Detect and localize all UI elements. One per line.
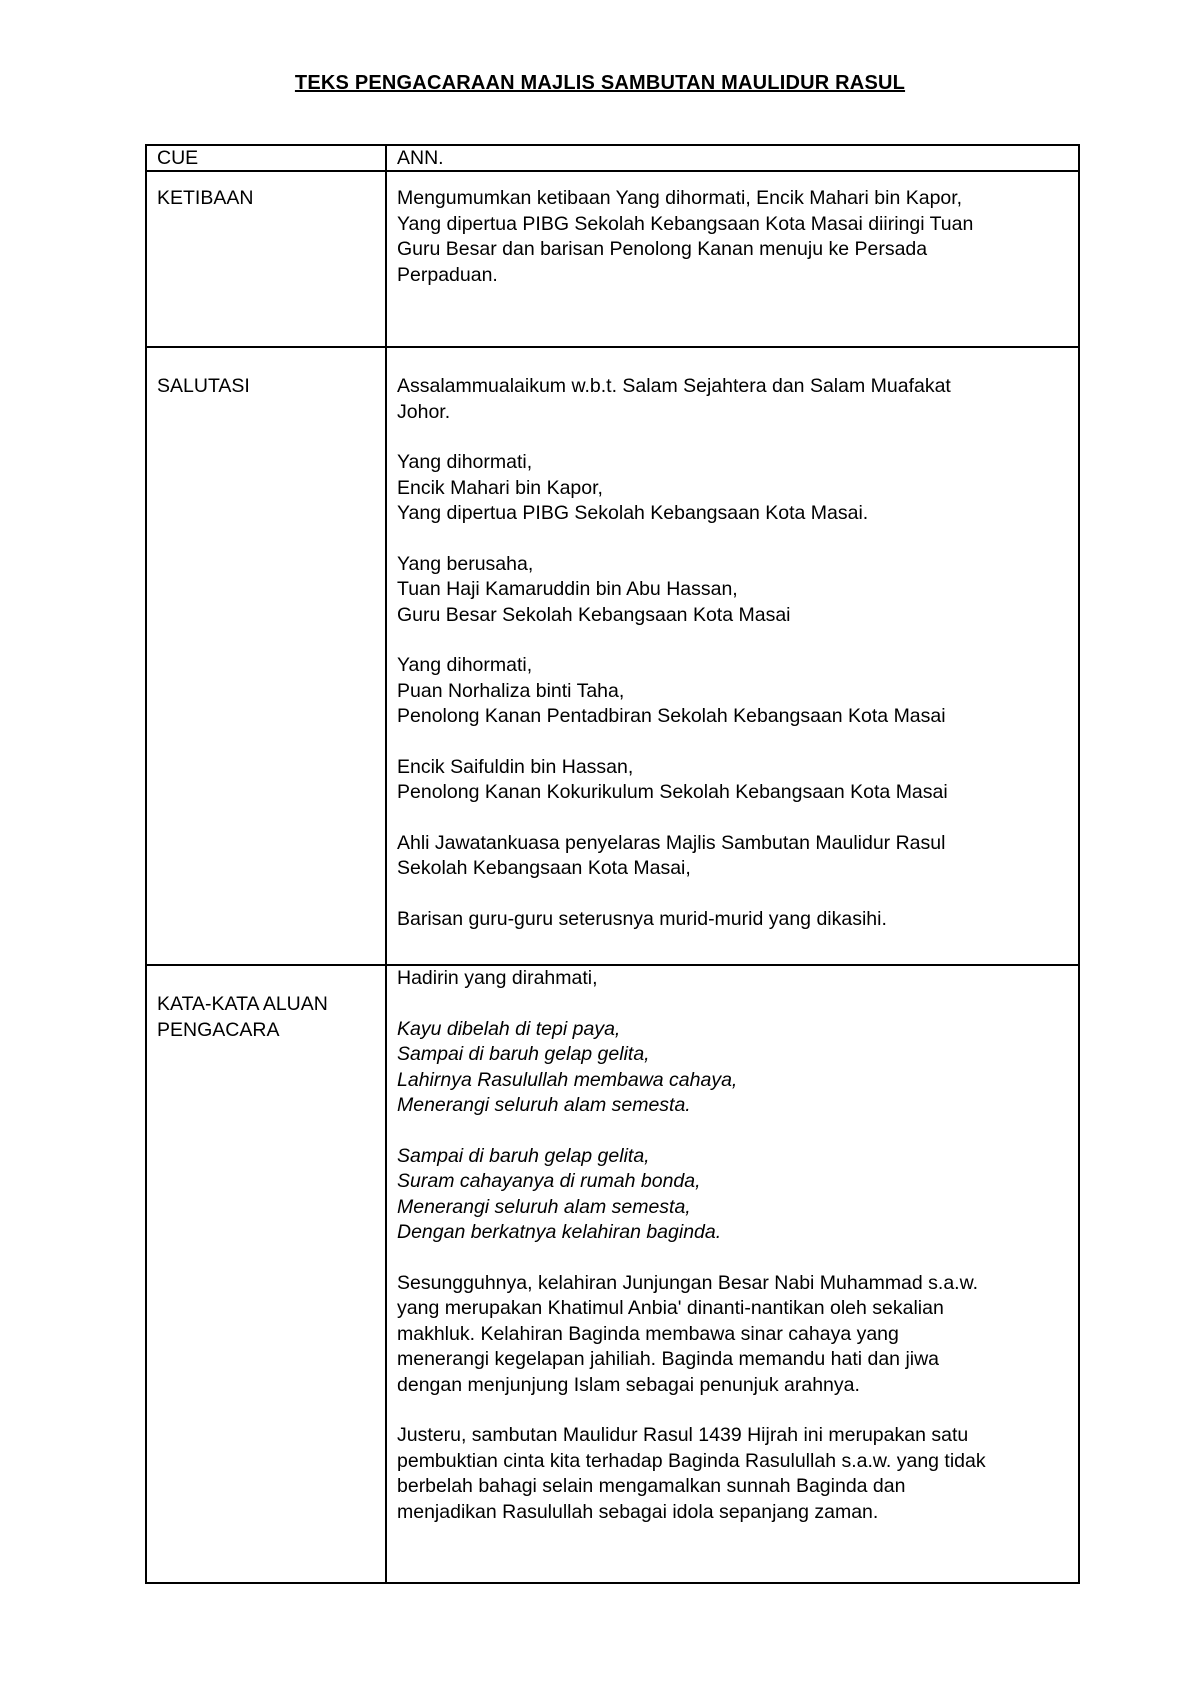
text-line: Mengumumkan ketibaan Yang dihormati, Encik Mahari bin Kapor,	[397, 187, 963, 209]
paragraph	[397, 966, 1070, 992]
text-line: pembuktian cinta kita terhadap Baginda Rasulullah s.a.w. yang tidak	[397, 1449, 986, 1472]
text-line: Menerangi seluruh alam semesta,	[397, 1195, 691, 1218]
text-line: Yang dihormati,	[397, 451, 533, 473]
text-line: Barisan guru-guru seterusnya murid-murid yang dikasihi.	[397, 907, 887, 930]
ann-ketibaan	[386, 171, 1079, 347]
text-line: dengan menjunjung Islam sebagai penunjuk arahnya.	[397, 1373, 860, 1396]
text-line: Assalammualaikum w.b.t. Salam Sejahtera dan Salam Muafakat	[397, 375, 951, 397]
text-line: Encik Mahari bin Kapor,	[397, 476, 603, 499]
paragraph	[397, 1423, 1070, 1525]
cue-salutasi: SALUTASI	[146, 347, 386, 965]
text-line: menjadikan Rasulullah sebagai idola sepanjang zaman.	[397, 1500, 879, 1523]
text-line: Lahirnya Rasulullah membawa cahaya,	[397, 1068, 738, 1091]
table-row-ketibaan	[146, 171, 1079, 347]
text-line: Sampai di baruh gelap gelita,	[397, 1144, 650, 1167]
table-row-kata-aluan	[146, 965, 1079, 1583]
text-line: Guru Besar dan barisan Penolong Kanan menuju ke Persada	[397, 238, 928, 260]
text-line: makhluk. Kelahiran Baginda membawa sinar cahaya yang	[397, 1322, 899, 1345]
paragraph	[397, 450, 1070, 527]
header-ann: ANN.	[386, 145, 1079, 171]
text-line: Perpaduan.	[397, 263, 498, 286]
text-line: Tuan Haji Kamaruddin bin Abu Hassan,	[397, 578, 738, 600]
text-line: menerangi kegelapan jahiliah. Baginda memandu hati dan jiwa	[397, 1348, 940, 1370]
table-row-salutasi	[146, 347, 1079, 965]
text-line: Kayu dibelah di tepi paya,	[397, 1017, 621, 1040]
text-line: Encik Saifuldin bin Hassan,	[397, 755, 634, 778]
paragraph	[397, 907, 1070, 933]
paragraph	[397, 831, 1070, 882]
text-line: Sampai di baruh gelap gelita,	[397, 1043, 650, 1065]
paragraph	[397, 374, 1070, 425]
text-line: Suram cahayanya di rumah bonda,	[397, 1170, 701, 1192]
text-line: Yang berusaha,	[397, 552, 534, 575]
text-line: Johor.	[397, 400, 451, 423]
text-line: Hadirin yang dirahmati,	[397, 967, 598, 989]
paragraph	[397, 755, 1070, 806]
text-line: Yang dihormati,	[397, 654, 533, 676]
text-line: Dengan berkatnya kelahiran baginda.	[397, 1221, 722, 1243]
paragraph	[397, 186, 1070, 288]
cue-line: PENGACARA	[157, 1018, 280, 1041]
cue-ketibaan: KETIBAAN	[146, 171, 386, 347]
ann-kata-aluan	[386, 965, 1079, 1583]
text-line: Sekolah Kebangsaan Kota Masai,	[397, 857, 691, 879]
text-line: Menerangi seluruh alam semesta.	[397, 1094, 691, 1116]
text-line: Yang dipertua PIBG Sekolah Kebangsaan Kota Masai.	[397, 502, 869, 524]
text-line: Penolong Kanan Kokurikulum Sekolah Kebangsaan Kota Masai	[397, 781, 948, 803]
text-line: berbelah bahagi selain mengamalkan sunnah Baginda dan	[397, 1475, 906, 1497]
cue-line: KATA-KATA ALUAN	[157, 993, 328, 1015]
text-line: Yang dipertua PIBG Sekolah Kebangsaan Kota Masai diiringi Tuan	[397, 212, 974, 235]
paragraph	[397, 1271, 1070, 1399]
text-line: Justeru, sambutan Maulidur Rasul 1439 Hijrah ini merupakan satu	[397, 1424, 969, 1446]
document-title: TEKS PENGACARAAN MAJLIS SAMBUTAN MAULIDUR RASUL	[294, 72, 906, 94]
paragraph	[397, 653, 1070, 730]
text-line: Penolong Kanan Pentadbiran Sekolah Kebangsaan Kota Masai	[397, 705, 946, 727]
text-line: Sesungguhnya, kelahiran Junjungan Besar Nabi Muhammad s.a.w.	[397, 1271, 979, 1294]
ann-salutasi	[386, 347, 1079, 965]
text-line: Ahli Jawatankuasa penyelaras Majlis Sambutan Maulidur Rasul	[397, 831, 946, 854]
text-line: Guru Besar Sekolah Kebangsaan Kota Masai	[397, 603, 791, 626]
script-table	[145, 144, 1080, 1584]
cue-kata-aluan	[146, 965, 386, 1583]
pantun-stanza	[397, 1144, 1070, 1246]
header-cue: CUE	[146, 145, 386, 171]
table-header-row	[146, 145, 1079, 171]
paragraph	[397, 552, 1070, 629]
text-line: Puan Norhaliza binti Taha,	[397, 679, 625, 702]
pantun-stanza	[397, 1017, 1070, 1119]
text-line: yang merupakan Khatimul Anbia' dinanti-nantikan oleh sekalian	[397, 1297, 944, 1319]
